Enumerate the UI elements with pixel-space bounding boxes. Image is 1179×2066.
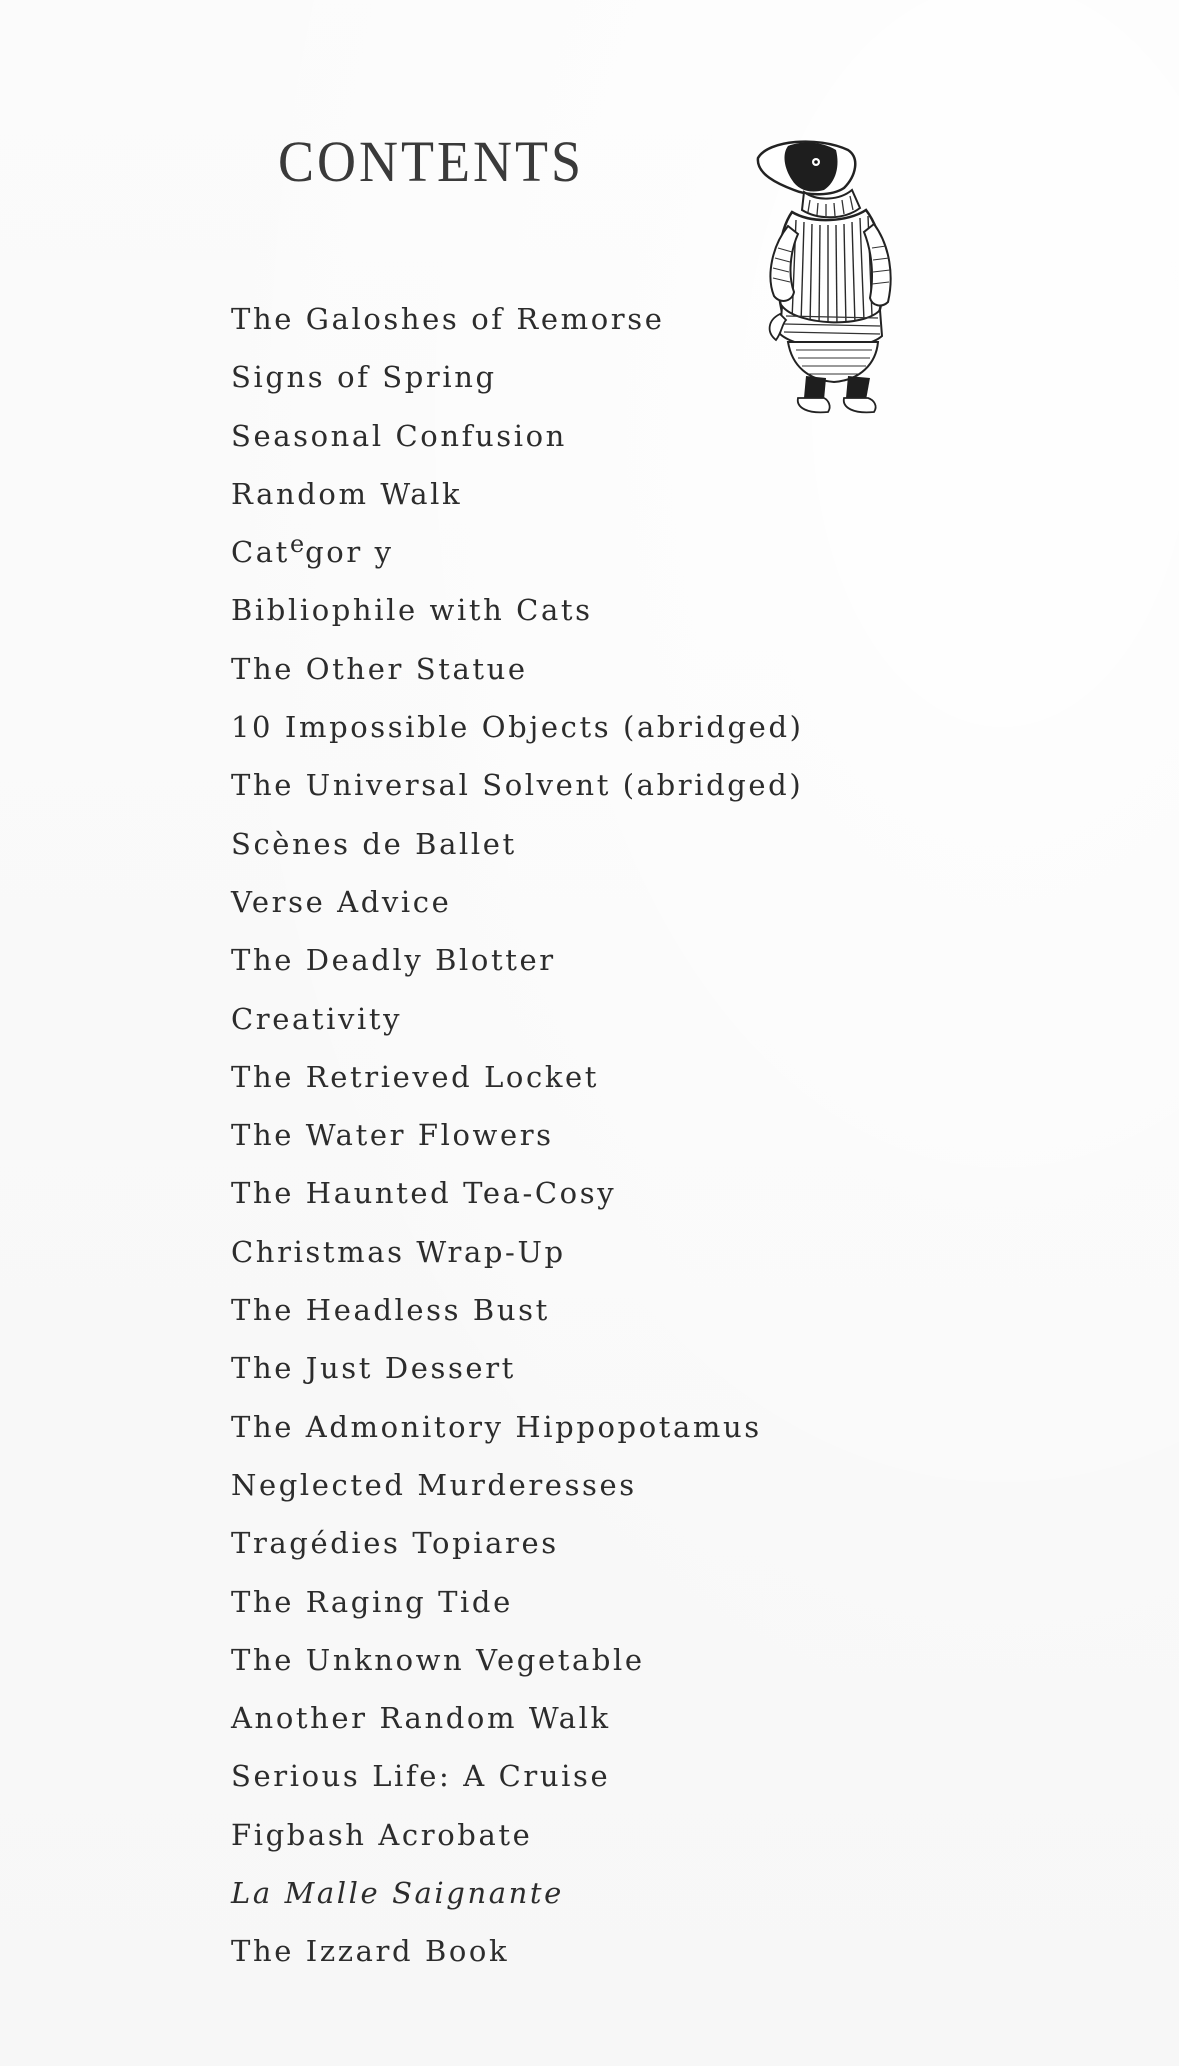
toc-entry: Creativity — [231, 1001, 403, 1036]
toc-entry: La Malle Saignante — [231, 1876, 564, 1911]
toc-entry: Scènes de Ballet — [231, 826, 517, 861]
toc-entry: Bibliophile with Cats — [231, 593, 593, 628]
toc-entry: Neglected Murderesses — [231, 1467, 637, 1502]
toc-entry: Random Walk — [231, 476, 463, 511]
toc-entry-text: gor y — [305, 535, 394, 570]
toc-entry: The Just Dessert — [231, 1351, 516, 1386]
toc-entry: Signs of Spring — [231, 360, 497, 395]
toc-entry: The Izzard Book — [231, 1934, 510, 1969]
toc-entry: The Haunted Tea-Cosy — [231, 1176, 617, 1211]
toc-entry: Serious Life: A Cruise — [231, 1759, 611, 1794]
toc-entry: Another Random Walk — [231, 1701, 611, 1736]
toc-entry: Figbash Acrobate — [231, 1817, 533, 1852]
toc-entry: The Deadly Blotter — [231, 943, 556, 978]
toc-entry: The Unknown Vegetable — [231, 1642, 645, 1677]
toc-entry-text: Cat — [231, 535, 290, 570]
toc-entry: The Other Statue — [231, 651, 528, 686]
toc-entry-raised-letter: e — [289, 530, 306, 559]
contents-heading: CONTENTS — [278, 129, 584, 194]
toc-entry: 10 Impossible Objects (abridged) — [231, 710, 804, 745]
toc-entry: The Admonitory Hippopotamus — [231, 1409, 762, 1444]
toc-entry: The Raging Tide — [231, 1584, 513, 1619]
toc-entry: The Retrieved Locket — [231, 1059, 600, 1094]
toc-entry: The Water Flowers — [231, 1118, 554, 1153]
toc-entry: The Galoshes of Remorse — [231, 302, 665, 336]
toc-entry: Seasonal Confusion — [231, 418, 567, 453]
toc-entry: The Headless Bust — [231, 1293, 550, 1328]
toc-entry — [231, 523, 804, 581]
table-of-contents — [231, 290, 804, 1981]
toc-entry: Verse Advice — [231, 884, 452, 919]
toc-entry: Tragédies Topiares — [231, 1526, 559, 1561]
toc-entry: Christmas Wrap-Up — [231, 1234, 566, 1269]
toc-entry: The Universal Solvent (abridged) — [231, 768, 804, 803]
